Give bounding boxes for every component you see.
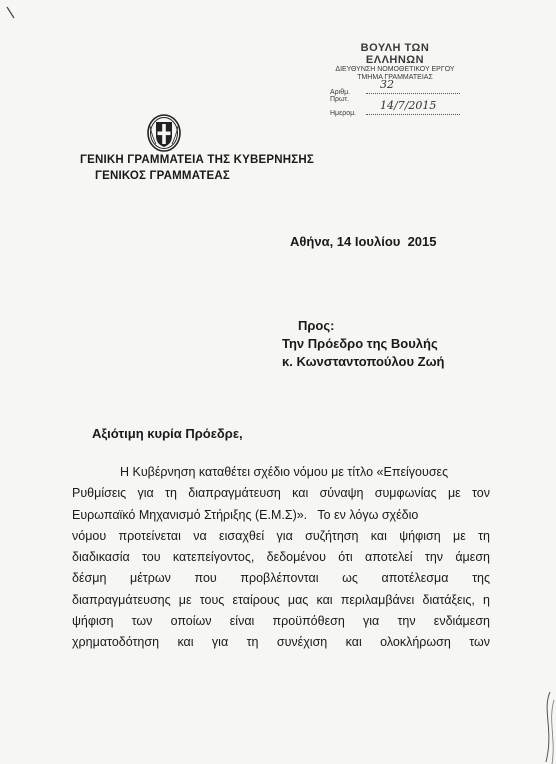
stamp-date-label: Ημερομ. — [330, 110, 357, 117]
org-line-2: ΓΕΝΙΚΟΣ ΓΡΑΜΜΑΤΕΑΣ — [95, 170, 230, 182]
body-line: νόμου προτείνεται να εισαχθεί για συζήτηση και ψήφιση με τη — [72, 528, 490, 543]
scan-mark-icon — [6, 6, 16, 20]
greek-emblem-icon — [146, 112, 182, 152]
org-line-1: ΓΕΝΙΚΗ ΓΡΑΜΜΑΤΕΙΑ ΤΗΣ ΚΥΒΕΡΝΗΣΗΣ — [80, 154, 314, 166]
salutation: Αξιότιμη κυρία Πρόεδρε, — [92, 426, 243, 441]
recipient-line-1: Την Πρόεδρο της Βουλής — [282, 336, 438, 351]
body-line: ψήφιση των οποίων είναι προϋπόθεση για την ενδιάμεση — [72, 614, 490, 629]
recipient-label: Προς: — [298, 318, 335, 333]
body-line: Ευρωπαϊκό Μηχανισμό Στήριξης (Ε.Μ.Σ)». Το εν λόγω σχέδιο — [72, 507, 419, 522]
recipient-line-2: κ. Κωνσταντοπούλου Ζωή — [282, 354, 445, 369]
stamp-protocol-value: 32 — [380, 78, 394, 91]
stamp-protocol-label: Αριθμ. Πρωτ. — [330, 89, 351, 103]
body-line: διαδικασία του κατεπείγοντος, δεδομένου ότι αποτελεί την άμεση — [72, 550, 490, 565]
body-line: δέσμη μέτρων που προβλέπονται ως αποτέλεσμα της — [72, 571, 490, 586]
stamp-date-value: 14/7/2015 — [380, 99, 437, 112]
stamp-department: ΔΙΕΥΘΥΝΣΗ ΝΟΜΟΘΕΤΙΚΟΥ ΕΡΓΟΥ — [335, 66, 455, 73]
date-line: Αθήνα, 14 Ιουλίου 2015 — [290, 234, 437, 249]
stamp-section: ΤΜΗΜΑ ΓΡΑΜΜΑΤΕΙΑΣ — [357, 74, 433, 81]
stamp-title: ΒΟΥΛΗ ΤΩΝ ΕΛΛΗΝΩΝ — [360, 42, 430, 66]
scan-mark-icon — [536, 690, 556, 764]
body-line: διαπραγμάτευσης με τους εταίρους μας και περιλαμβάνει διατάξεις, η — [72, 592, 490, 607]
body-line: χρηματοδότηση και για τη συνέχιση και ολοκλήρωση των — [72, 635, 490, 650]
body-line: Η Κυβέρνηση καταθέτει σχέδιο νόμου με τίτλο «Επείγουσες — [120, 465, 449, 479]
stamp-date-row — [330, 99, 460, 117]
parliament-stamp — [330, 42, 460, 117]
letter-body — [72, 462, 490, 654]
body-line: Ρυθμίσεις για τη διαπραγμάτευση και σύναψη συμφωνίας με τον — [72, 486, 490, 501]
